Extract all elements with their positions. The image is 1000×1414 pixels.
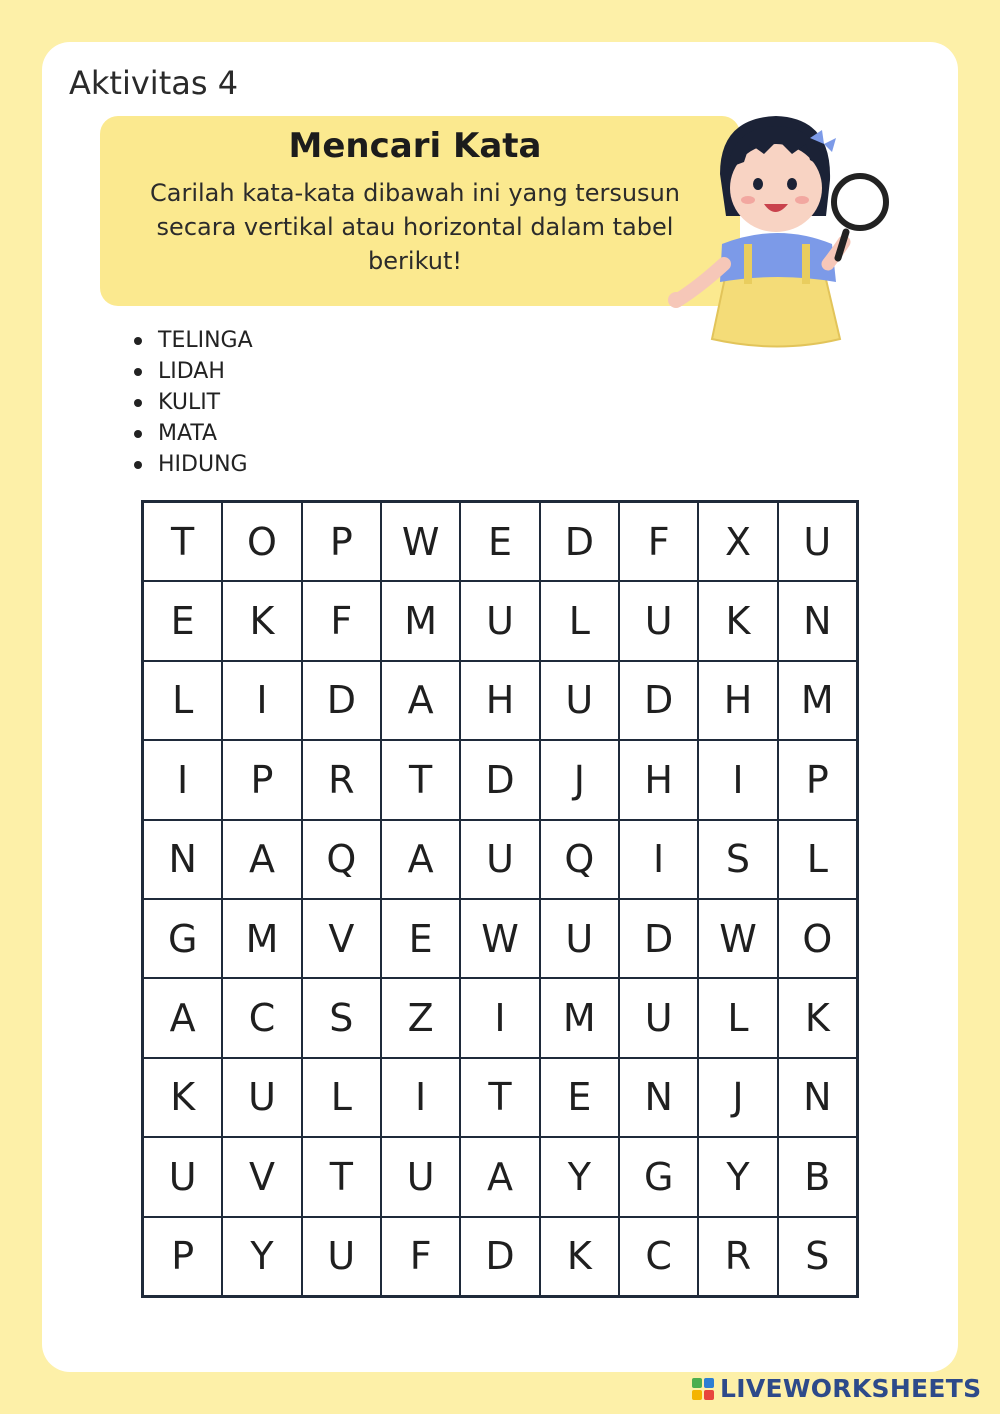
grid-cell[interactable]: M bbox=[778, 661, 857, 740]
grid-cell[interactable]: K bbox=[778, 978, 857, 1057]
grid-cell[interactable]: D bbox=[540, 502, 619, 581]
grid-cell[interactable]: T bbox=[143, 502, 222, 581]
grid-cell[interactable]: V bbox=[222, 1137, 301, 1216]
grid-cell[interactable]: U bbox=[143, 1137, 222, 1216]
word-search-grid bbox=[141, 500, 859, 1298]
grid-cell[interactable]: N bbox=[143, 820, 222, 899]
grid-cell[interactable]: S bbox=[302, 978, 381, 1057]
grid-cell[interactable]: U bbox=[778, 502, 857, 581]
word-list-item: KULIT bbox=[132, 387, 253, 418]
grid-cell[interactable]: U bbox=[222, 1058, 301, 1137]
grid-cell[interactable]: L bbox=[698, 978, 777, 1057]
grid-cell[interactable]: X bbox=[698, 502, 777, 581]
grid-cell[interactable]: I bbox=[460, 978, 539, 1057]
grid-cell[interactable]: A bbox=[381, 820, 460, 899]
grid-cell[interactable]: F bbox=[619, 502, 698, 581]
grid-cell[interactable]: K bbox=[540, 1217, 619, 1296]
grid-cell[interactable]: W bbox=[381, 502, 460, 581]
grid-cell[interactable]: B bbox=[778, 1137, 857, 1216]
grid-cell[interactable]: W bbox=[698, 899, 777, 978]
grid-cell[interactable]: D bbox=[302, 661, 381, 740]
grid-cell[interactable]: Y bbox=[698, 1137, 777, 1216]
grid-cell[interactable]: O bbox=[778, 899, 857, 978]
grid-cell[interactable]: M bbox=[222, 899, 301, 978]
grid-cell[interactable]: U bbox=[460, 820, 539, 899]
grid-cell[interactable]: N bbox=[778, 581, 857, 660]
grid-cell[interactable]: E bbox=[381, 899, 460, 978]
grid-cell[interactable]: W bbox=[460, 899, 539, 978]
grid-cell[interactable]: I bbox=[619, 820, 698, 899]
grid-cell[interactable]: D bbox=[619, 899, 698, 978]
grid-cell[interactable]: P bbox=[222, 740, 301, 819]
grid-cell[interactable]: Q bbox=[540, 820, 619, 899]
grid-cell[interactable]: H bbox=[619, 740, 698, 819]
word-list-item: MATA bbox=[132, 418, 253, 449]
grid-cell[interactable]: C bbox=[222, 978, 301, 1057]
grid-cell[interactable]: U bbox=[540, 661, 619, 740]
grid-cell[interactable]: R bbox=[302, 740, 381, 819]
grid-cell[interactable]: U bbox=[302, 1217, 381, 1296]
grid-cell[interactable]: L bbox=[302, 1058, 381, 1137]
grid-cell[interactable]: H bbox=[460, 661, 539, 740]
grid-cell[interactable]: V bbox=[302, 899, 381, 978]
grid-cell[interactable]: E bbox=[540, 1058, 619, 1137]
grid-cell[interactable]: J bbox=[540, 740, 619, 819]
grid-cell[interactable]: P bbox=[302, 502, 381, 581]
grid-cell[interactable]: O bbox=[222, 502, 301, 581]
grid-cell[interactable]: N bbox=[778, 1058, 857, 1137]
grid-cell[interactable]: Y bbox=[540, 1137, 619, 1216]
grid-cell[interactable]: U bbox=[460, 581, 539, 660]
grid-cell[interactable]: H bbox=[698, 661, 777, 740]
grid-cell[interactable]: T bbox=[302, 1137, 381, 1216]
grid-cell[interactable]: U bbox=[619, 581, 698, 660]
grid-cell[interactable]: U bbox=[540, 899, 619, 978]
grid-cell[interactable]: I bbox=[143, 740, 222, 819]
grid-cell[interactable]: U bbox=[381, 1137, 460, 1216]
liveworksheets-logo-icon bbox=[692, 1378, 714, 1400]
grid-cell[interactable]: A bbox=[222, 820, 301, 899]
brand-text: LIVEWORKSHEETS bbox=[720, 1374, 982, 1403]
grid-cell[interactable]: K bbox=[222, 581, 301, 660]
grid-cell[interactable]: I bbox=[698, 740, 777, 819]
liveworksheets-logo bbox=[692, 1374, 981, 1403]
grid-cell[interactable]: P bbox=[778, 740, 857, 819]
grid-cell[interactable]: E bbox=[143, 581, 222, 660]
grid-cell[interactable]: A bbox=[460, 1137, 539, 1216]
grid-cell[interactable]: U bbox=[619, 978, 698, 1057]
grid-cell[interactable]: A bbox=[143, 978, 222, 1057]
word-list bbox=[132, 325, 253, 480]
grid-cell[interactable]: D bbox=[460, 1217, 539, 1296]
grid-cell[interactable]: Z bbox=[381, 978, 460, 1057]
grid-cell[interactable]: G bbox=[619, 1137, 698, 1216]
grid-cell[interactable]: M bbox=[540, 978, 619, 1057]
grid-cell[interactable]: R bbox=[698, 1217, 777, 1296]
grid-cell[interactable]: S bbox=[778, 1217, 857, 1296]
grid-cell[interactable]: Y bbox=[222, 1217, 301, 1296]
girl-with-magnifier-illustration bbox=[660, 104, 900, 354]
word-list-item: TELINGA bbox=[132, 325, 253, 356]
grid-cell[interactable]: P bbox=[143, 1217, 222, 1296]
word-list-item: HIDUNG bbox=[132, 449, 253, 480]
grid-cell[interactable]: E bbox=[460, 502, 539, 581]
banner-instructions: Carilah kata-kata dibawah ini yang tersusun secara vertikal atau horizontal dalam tabel berikut! bbox=[150, 179, 680, 275]
grid-cell[interactable]: D bbox=[619, 661, 698, 740]
word-list-item: LIDAH bbox=[132, 356, 253, 387]
banner-title: Mencari Kata bbox=[288, 126, 542, 166]
grid-cell[interactable]: T bbox=[460, 1058, 539, 1137]
grid-cell[interactable]: I bbox=[222, 661, 301, 740]
grid-cell[interactable]: K bbox=[698, 581, 777, 660]
grid-cell[interactable]: G bbox=[143, 899, 222, 978]
grid-cell[interactable]: L bbox=[143, 661, 222, 740]
grid-cell[interactable]: L bbox=[778, 820, 857, 899]
grid-cell[interactable]: F bbox=[381, 1217, 460, 1296]
activity-label: Aktivitas 4 bbox=[69, 64, 239, 102]
grid-cell[interactable]: M bbox=[381, 581, 460, 660]
grid-cell[interactable]: L bbox=[540, 581, 619, 660]
grid-cell[interactable]: D bbox=[460, 740, 539, 819]
grid-cell[interactable]: K bbox=[143, 1058, 222, 1137]
grid-cell[interactable]: F bbox=[302, 581, 381, 660]
grid-cell[interactable]: Q bbox=[302, 820, 381, 899]
grid-cell[interactable]: T bbox=[381, 740, 460, 819]
grid-cell[interactable]: S bbox=[698, 820, 777, 899]
grid-cell[interactable]: N bbox=[619, 1058, 698, 1137]
grid-cell[interactable]: I bbox=[381, 1058, 460, 1137]
grid-cell[interactable]: J bbox=[698, 1058, 777, 1137]
grid-cell[interactable]: A bbox=[381, 661, 460, 740]
grid-cell[interactable]: C bbox=[619, 1217, 698, 1296]
